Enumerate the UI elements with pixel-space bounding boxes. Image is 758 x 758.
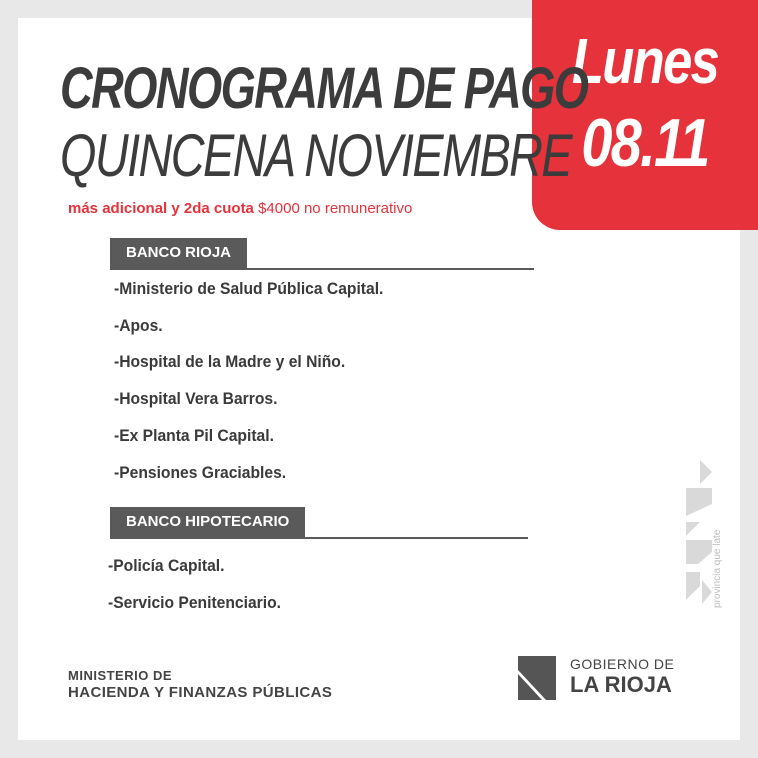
bank-header-rioja: BANCO RIOJA	[110, 238, 247, 268]
date-day: Lunes	[571, 25, 719, 97]
ministry-logo	[68, 667, 332, 701]
subtitle-rest: no remunerativo	[303, 200, 413, 217]
list-item: -Pensiones Graciables.	[114, 463, 287, 482]
list-item: -Ex Planta Pil Capital.	[114, 426, 274, 445]
list-item: -Apos.	[114, 316, 163, 335]
bank-header-hipotecario: BANCO HIPOTECARIO	[110, 507, 305, 537]
date-number: 08.11	[581, 105, 709, 181]
brand-tagline: provincia que late	[712, 529, 723, 608]
gov-line-2: LA RIOJA	[570, 672, 672, 697]
list-item: -Hospital de la Madre y el Niño.	[114, 352, 346, 371]
bank-divider-rioja	[110, 268, 534, 270]
gobierno-logo-icon	[518, 656, 564, 700]
title-line-1: CRONOGRAMA DE PAGO	[60, 56, 588, 121]
list-item: -Ministerio de Salud Pública Capital.	[114, 279, 384, 298]
list-item: -Policía Capital.	[108, 556, 225, 575]
bank-divider-hipotecario	[110, 537, 528, 539]
subtitle-amount: $4000	[258, 200, 300, 217]
gobierno-wordmark	[570, 656, 674, 698]
title-line-2: QUINCENA NOVIEMBRE	[60, 122, 572, 189]
list-item: -Hospital Vera Barros.	[114, 389, 278, 408]
subtitle	[68, 200, 412, 217]
ministry-line-1: MINISTERIO DE	[68, 668, 173, 683]
subtitle-bold: más adicional y 2da cuota	[68, 200, 254, 217]
gov-line-1: GOBIERNO DE	[570, 656, 675, 672]
list-item: -Servicio Penitenciario.	[108, 593, 281, 612]
brand-mark-icon	[682, 460, 716, 608]
ministry-line-2: HACIENDA Y FINANZAS PÚBLICAS	[68, 684, 333, 701]
